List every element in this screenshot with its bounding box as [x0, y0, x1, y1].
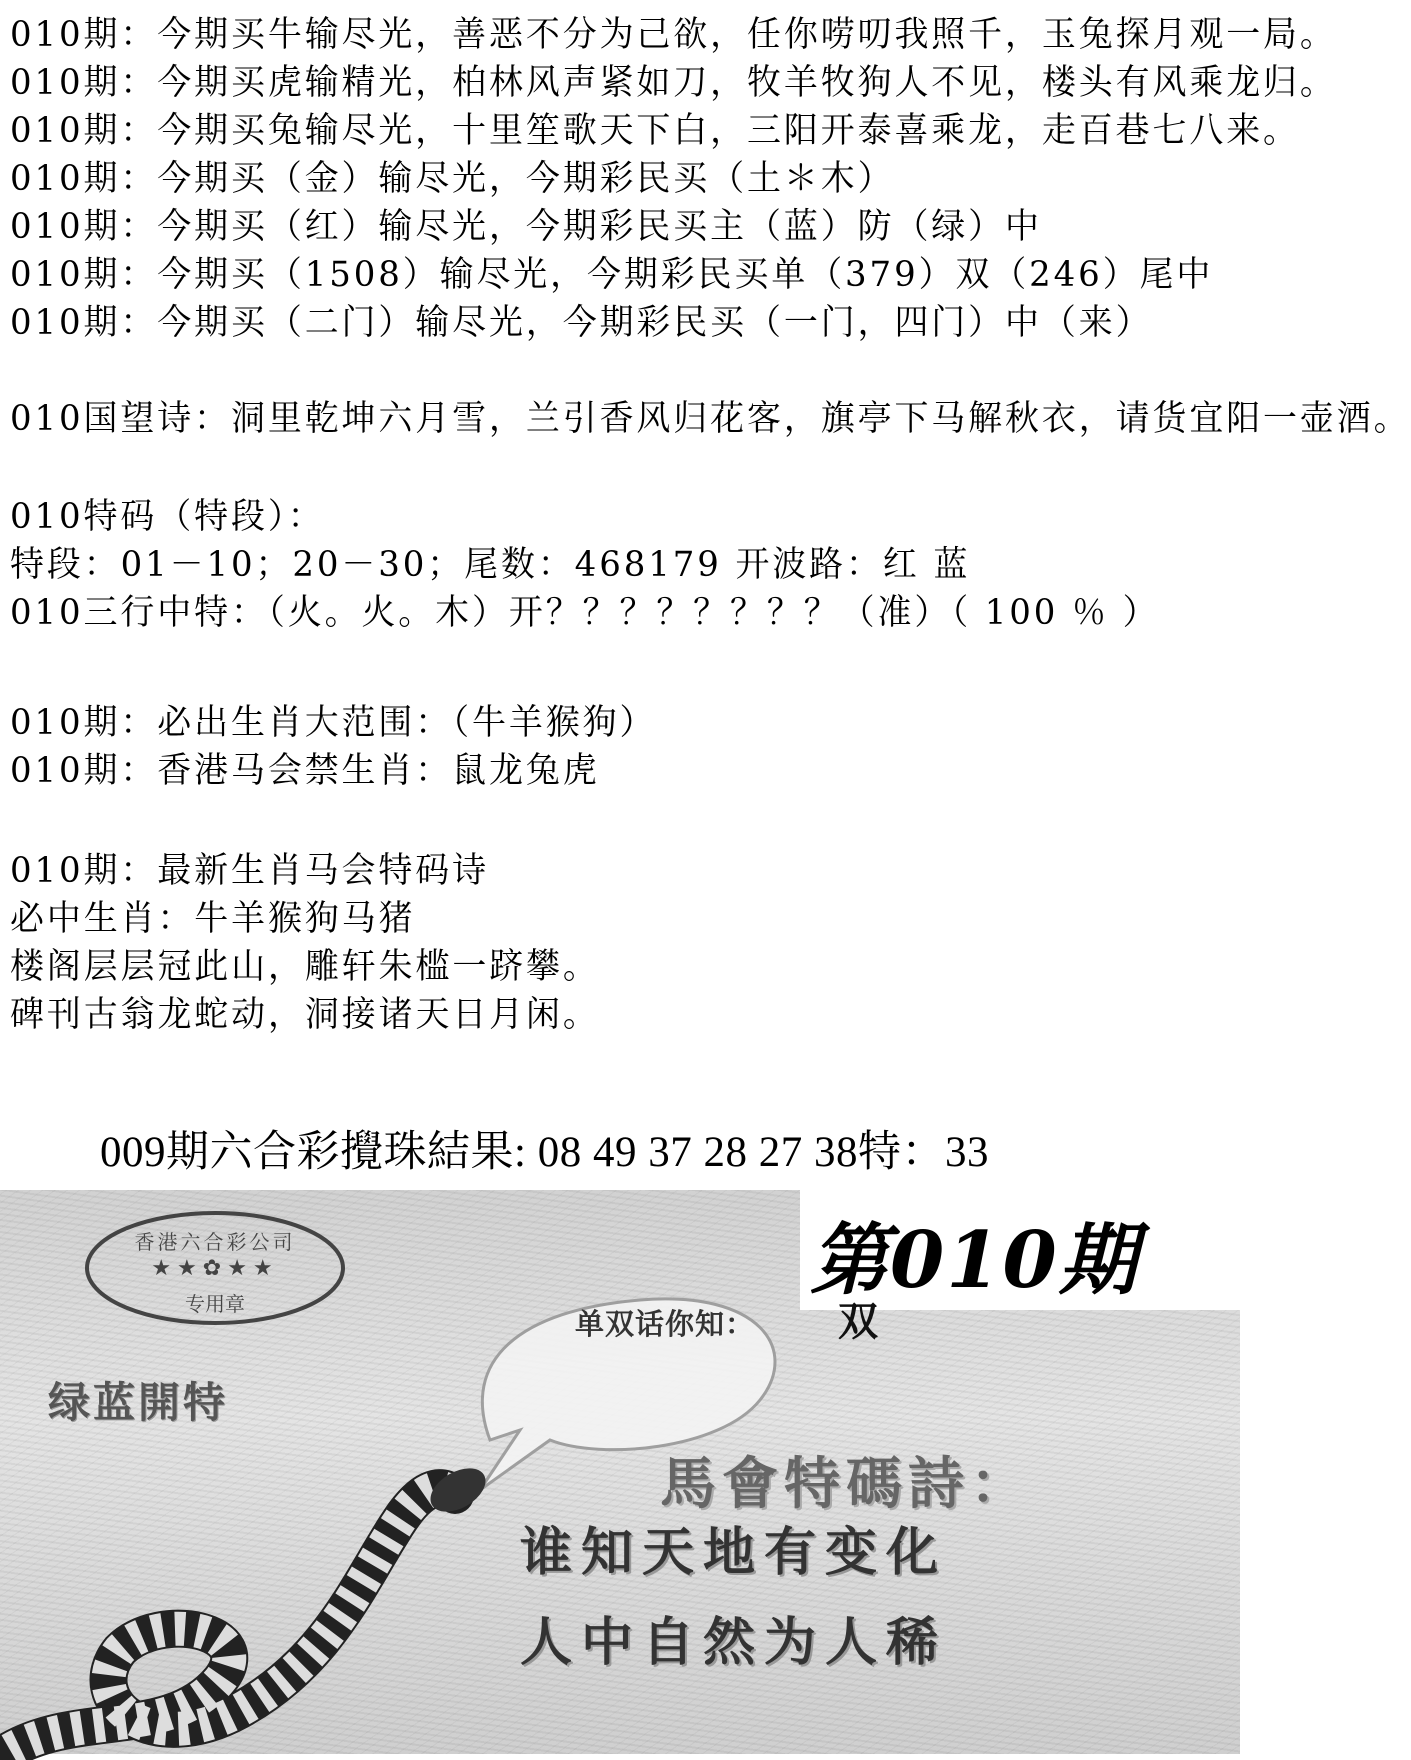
text-line: 010期：今期买牛输尽光，善恶不分为己欲，任你唠叨我照千，玉兔探月观一局。	[10, 15, 1337, 55]
stamp-top-text: 香港六合彩公司	[134, 1230, 296, 1254]
text-line: 010三行中特：（火。火。木）开？？？？？？？？（准）（ 100 ％ ）	[10, 593, 1160, 633]
odd-even-answer	[838, 1290, 878, 1347]
color-hint: 绿蓝開特	[48, 1378, 229, 1427]
text-line: 必中生肖：牛羊猴狗马猪	[10, 899, 416, 939]
text-line: 010期：必出生肖大范围：（牛羊猴狗）	[10, 703, 657, 743]
text-line: 010期：今期买兔输尽光，十里笙歌天下白，三阳开泰喜乘龙，走百巷七八来。	[10, 111, 1300, 151]
poem-line: 人中自然为人稀	[520, 1613, 948, 1673]
text-line: 010期：最新生肖马会特码诗	[10, 851, 489, 891]
text-line: 碑刊古翁龙蛇动，洞接诸天日月闲。	[10, 995, 600, 1035]
text-line: 010期：今期买（二门）输尽光，今期彩民买（一门，四门）中（来）	[10, 303, 1153, 343]
poster-image	[0, 1190, 1240, 1754]
poem-line: 谁知天地有变化	[520, 1523, 948, 1583]
company-stamp	[80, 1208, 350, 1328]
poem-title: 馬會特碼詩：	[660, 1451, 1032, 1517]
text-line: 010期：今期买虎输精光，柏林风声紧如刀，牧羊牧狗人不见，楼头有风乘龙归。	[10, 63, 1337, 103]
answer-text: 双	[838, 1299, 878, 1345]
stamp-bottom-text: 专用章	[185, 1292, 245, 1316]
text-line: 特段：01－10；20－30；尾数：468179 开波路：红 蓝	[10, 545, 971, 585]
text-line: 010特码（特段）：	[10, 497, 325, 537]
text-line: 010期：今期买（金）输尽光，今期彩民买（土＊木）	[10, 159, 895, 199]
stamp-stars: ★★✿★★	[151, 1256, 279, 1281]
snake-icon	[0, 1380, 520, 1760]
text-line: 010期：香港马会禁生肖：鼠龙兔虎	[10, 751, 600, 791]
issue-number: 第010期	[810, 1215, 1139, 1306]
odd-even-hint: 单双话你知：	[575, 1307, 756, 1341]
text-line: 楼阁层层冠此山，雕轩朱槛一跻攀。	[10, 947, 600, 987]
text-line: 010期：今期买（1508）输尽光，今期彩民买单（379）双（246）尾中	[10, 255, 1214, 295]
text-line: 010国望诗：洞里乾坤六月雪，兰引香风归花客，旗亭下马解秋衣，请货宜阳一壶酒。	[10, 399, 1411, 439]
text-line: 010期：今期买（红）输尽光，今期彩民买主（蓝）防（绿）中	[10, 207, 1042, 247]
draw-result: 009期六合彩攪珠結果: 08 49 37 28 27 38特：33	[100, 1129, 989, 1176]
